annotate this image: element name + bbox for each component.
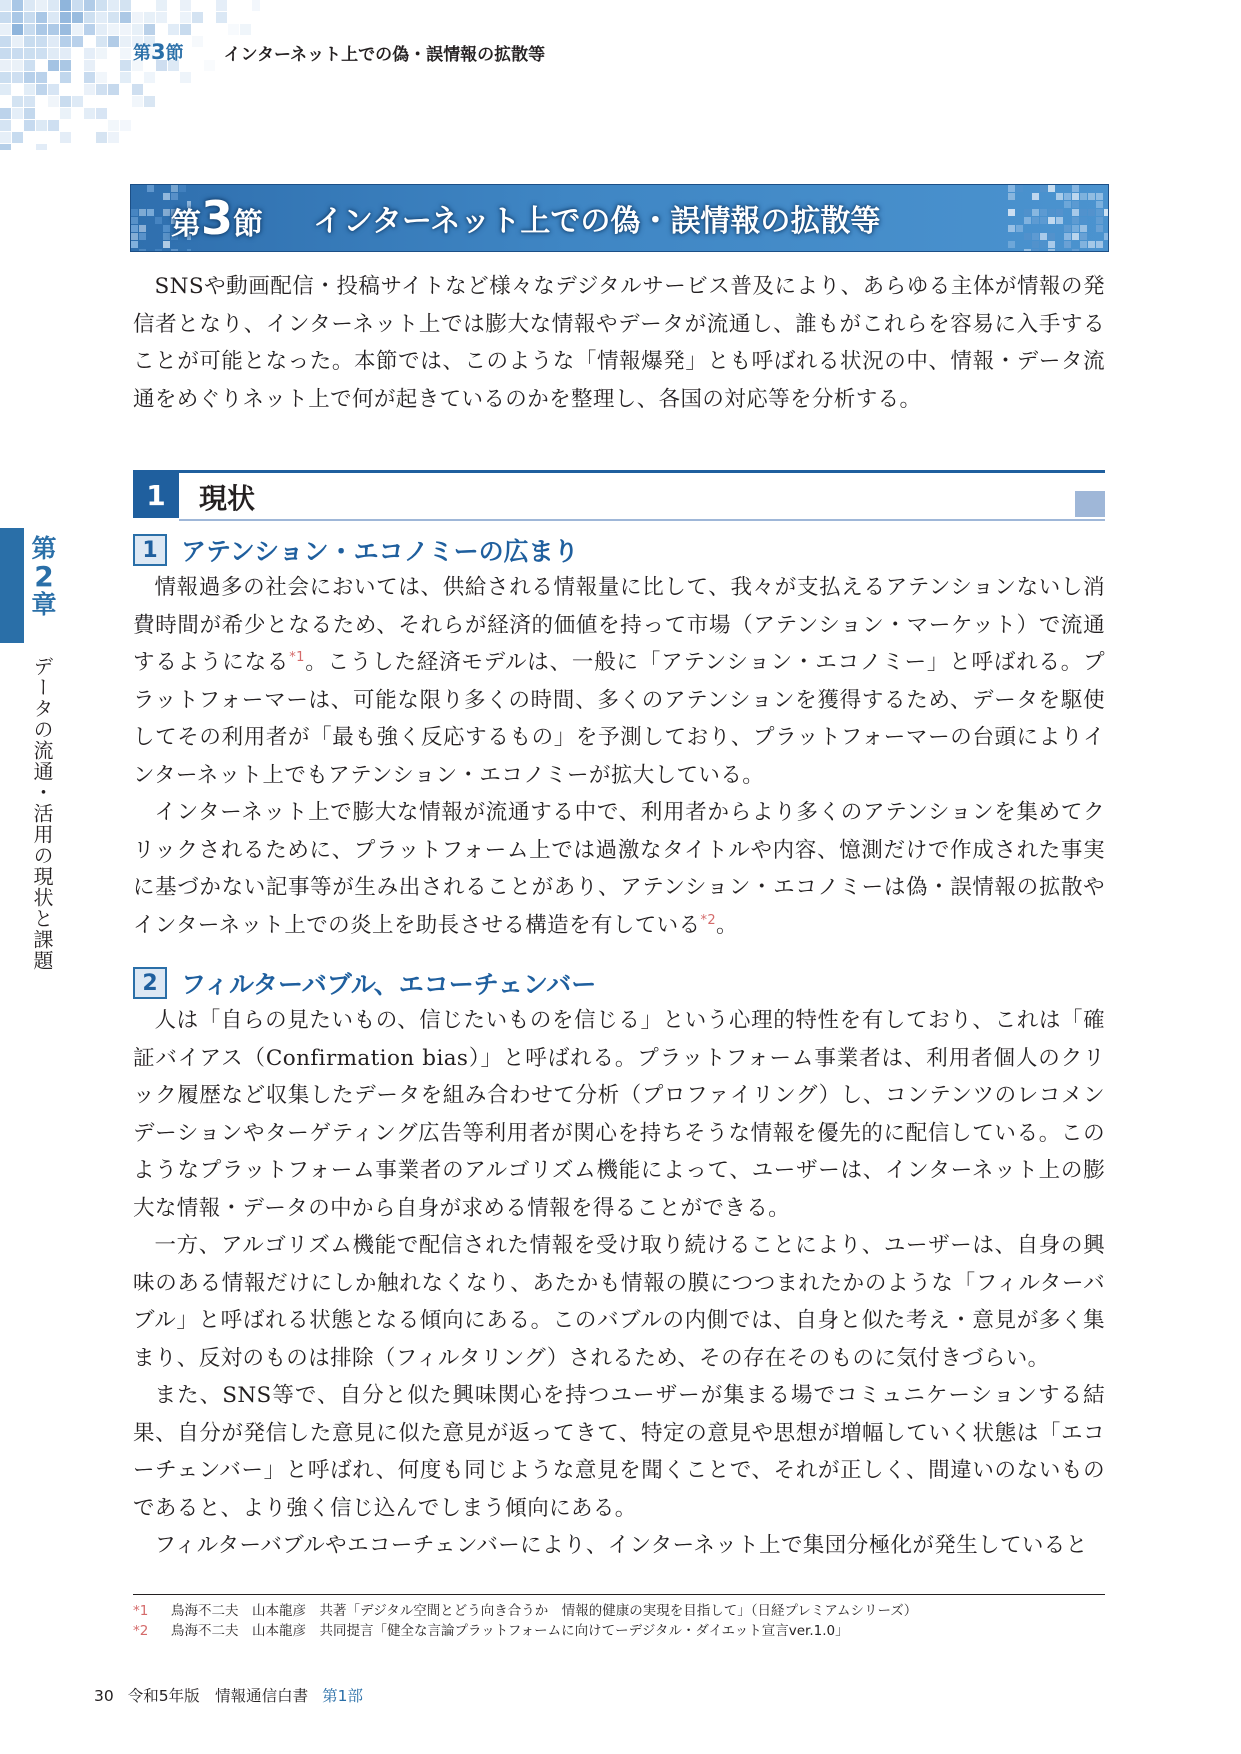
mosaic-tile bbox=[72, 12, 83, 23]
mosaic-tile bbox=[139, 233, 146, 240]
subsection-1-paragraph-1 bbox=[133, 569, 1105, 794]
mosaic-tile bbox=[36, 72, 47, 83]
mosaic-tile bbox=[132, 24, 143, 35]
mosaic-tile bbox=[48, 36, 59, 47]
mosaic-tile bbox=[1096, 225, 1103, 232]
mosaic-tile bbox=[132, 96, 143, 107]
mosaic-tile bbox=[0, 132, 11, 143]
mosaic-tile bbox=[48, 24, 59, 35]
footnote-mark: *1 bbox=[133, 1603, 149, 1619]
mosaic-tile bbox=[60, 0, 71, 11]
mosaic-tile bbox=[1056, 193, 1063, 200]
mosaic-tile bbox=[60, 36, 71, 47]
mosaic-tile bbox=[36, 12, 47, 23]
mosaic-tile bbox=[48, 0, 59, 11]
mosaic-tile bbox=[84, 48, 95, 59]
subsection-2-paragraph-4: フィルターバブルやエコーチェンバーにより、インターネット上で集団分極化が発生していると bbox=[154, 1533, 1088, 1558]
footnote-divider bbox=[133, 1594, 1105, 1595]
heading-genjo bbox=[133, 470, 1105, 521]
mosaic-tile bbox=[1072, 209, 1079, 216]
mosaic-tile bbox=[0, 108, 11, 119]
footnote-text: 鳥海不二夫 山本龍彦 共著「デジタル空間とどう向き合うか 情報的健康の実現を目指して」（日経プレミアムシリーズ） bbox=[171, 1603, 918, 1619]
mosaic-tile bbox=[120, 48, 131, 59]
mosaic-tile bbox=[1032, 217, 1039, 224]
mosaic-tile bbox=[84, 12, 95, 23]
mosaic-tile bbox=[0, 0, 11, 11]
mosaic-tile bbox=[1064, 193, 1071, 200]
mosaic-tile bbox=[24, 120, 35, 131]
mosaic-tile bbox=[144, 12, 155, 23]
footnotes bbox=[133, 1601, 1105, 1641]
banner-title: インターネット上での偽・誤情報の拡散等 bbox=[313, 204, 881, 239]
mosaic-tile bbox=[155, 249, 162, 251]
mosaic-tile bbox=[84, 60, 95, 71]
paragraph-text: インターネット上で膨大な情報が流通する中で、利用者からより多くのアテンションを集めてクリックされるために、プラットフォーム上では過激なタイトルや内容、憶測だけで作成された事実に基づかない記事等が生み出されることがあり、アテンション・エコノミーは偽・誤情報の拡散やインターネット上での炎上を助長させる構造を有している bbox=[133, 800, 1105, 938]
mosaic-tile bbox=[1064, 233, 1071, 240]
subsection-2-paragraph-1: 人は「自らの見たいもの、信じたいものを信じる」という心理的特性を有しており、これは「確証バイアス（Confirmation bias）」と呼ばれる。プラットフォーム事業者は、利用者個人のクリック履歴など収集したデータを組み合わせて分析（プロファイリング）し、コンテンツのレコメンデーションやターゲティング広告等利用者が関心を持ちそうな情報を優先的に配信している。このようなプラットフォーム事業者のアルゴリズム機能によって、ユーザーは、インターネット上の膨大な情報・データの中から自身が求める情報を得ることができる。 bbox=[133, 1008, 1105, 1221]
mosaic-tile bbox=[0, 72, 11, 83]
mosaic-tile bbox=[1056, 217, 1063, 224]
mosaic-tile bbox=[1032, 249, 1039, 251]
mosaic-tile bbox=[120, 60, 131, 71]
mosaic-tile bbox=[144, 96, 155, 107]
mosaic-tile bbox=[72, 0, 83, 11]
mosaic-tile bbox=[24, 24, 35, 35]
mosaic-tile bbox=[1096, 241, 1103, 248]
mosaic-tile bbox=[12, 12, 23, 23]
mosaic-tile bbox=[36, 36, 47, 47]
mosaic-tile bbox=[48, 84, 59, 95]
mosaic-tile bbox=[12, 96, 23, 107]
mosaic-tile bbox=[1008, 241, 1015, 248]
mosaic-tile bbox=[252, 0, 260, 11]
mosaic-tile bbox=[1080, 233, 1087, 240]
mosaic-tile bbox=[1040, 217, 1047, 224]
mosaic-tile bbox=[1096, 193, 1103, 200]
mosaic-tile bbox=[96, 36, 107, 47]
mosaic-tile bbox=[12, 108, 23, 119]
heading-title: 現状 bbox=[199, 482, 256, 515]
subheading-title: フィルターバブル、エコーチェンバー bbox=[181, 970, 597, 999]
mosaic-tile bbox=[180, 72, 191, 83]
mosaic-tile bbox=[1032, 209, 1039, 216]
running-header-section bbox=[133, 39, 184, 65]
mosaic-tile bbox=[228, 24, 239, 35]
mosaic-tile bbox=[0, 24, 11, 35]
mosaic-tile bbox=[216, 0, 227, 11]
mosaic-tile bbox=[12, 0, 23, 11]
mosaic-tile bbox=[0, 84, 11, 95]
page-number: 30 bbox=[94, 1687, 114, 1705]
subsection-2-text bbox=[133, 1002, 1105, 1565]
intro-paragraph: SNSや動画配信・投稿サイトなど様々なデジタルサービス普及により、あらゆる主体が情報の発信者となり、インターネット上では膨大な情報やデータが流通し、誰もがこれらを容易に入手することが可能となった。本節では、このような「情報爆発」とも呼ばれる状況の中、情報・データ流通をめぐりネット上で何が起きているのかを整理し、各国の対応等を分析する。 bbox=[133, 274, 1105, 412]
mosaic-tile bbox=[60, 72, 71, 83]
subheading-number: 1 bbox=[133, 534, 167, 566]
heading-number: 1 bbox=[133, 473, 179, 518]
subsection-1-text bbox=[133, 569, 1105, 944]
mosaic-tile bbox=[84, 24, 95, 35]
mosaic-tile bbox=[0, 60, 11, 71]
mosaic-tile bbox=[120, 0, 131, 11]
mosaic-tile bbox=[1040, 233, 1047, 240]
mosaic-tile bbox=[1016, 185, 1023, 192]
mosaic-tile bbox=[24, 12, 35, 23]
chapter-number: 2 bbox=[34, 560, 54, 593]
corner-mosaic-decoration bbox=[0, 0, 260, 150]
footnote-text: 鳥海不二夫 山本龍彦 共同提言「健全な言論プラットフォームに向けてーデジタル・ダイエット宣言ver.1.0」 bbox=[171, 1623, 849, 1639]
footnote-1 bbox=[133, 1601, 1105, 1621]
mosaic-tile bbox=[1072, 225, 1079, 232]
mosaic-tile bbox=[24, 0, 35, 11]
mosaic-tile bbox=[120, 72, 131, 83]
mosaic-tile bbox=[48, 12, 59, 23]
mosaic-tile bbox=[1032, 241, 1039, 248]
mosaic-tile bbox=[1008, 225, 1015, 232]
mosaic-tile bbox=[24, 36, 35, 47]
mosaic-tile bbox=[84, 0, 95, 11]
mosaic-tile bbox=[24, 84, 35, 95]
mosaic-tile bbox=[120, 36, 131, 47]
mosaic-tile bbox=[36, 0, 47, 11]
mosaic-tile bbox=[48, 120, 59, 131]
mosaic-tile bbox=[1104, 209, 1108, 216]
mosaic-tile bbox=[0, 144, 11, 150]
paragraph-text: 情報過多の社会においては、供給される情報量に比して、我々が支払えるアテンションないし消費時間が希少となるため、それらが経済的価値を持って市場（アテンション・マーケット）で流通するようになる bbox=[133, 575, 1105, 675]
page-footer bbox=[94, 1684, 363, 1706]
mosaic-tile bbox=[216, 12, 227, 23]
chapter-prefix: 第 bbox=[31, 534, 57, 563]
banner-text bbox=[171, 185, 880, 251]
publication-title: 令和5年版 情報通信白書 bbox=[127, 1687, 309, 1705]
heading-accent-block bbox=[1075, 491, 1105, 517]
mosaic-tile bbox=[180, 12, 191, 23]
mosaic-tile bbox=[131, 209, 138, 216]
mosaic-tile bbox=[1008, 209, 1015, 216]
running-section-number: 3 bbox=[151, 40, 166, 64]
mosaic-tile bbox=[1048, 217, 1055, 224]
mosaic-tile bbox=[132, 84, 143, 95]
mosaic-tile bbox=[108, 120, 119, 131]
mosaic-tile bbox=[139, 209, 146, 216]
mosaic-tile bbox=[1072, 217, 1079, 224]
mosaic-tile bbox=[1048, 241, 1055, 248]
subheading-attention-economy bbox=[133, 531, 579, 569]
mosaic-tile bbox=[1048, 233, 1055, 240]
subsection-1-paragraph-2 bbox=[133, 794, 1105, 944]
mosaic-tile bbox=[0, 120, 11, 131]
mosaic-tile bbox=[120, 24, 131, 35]
mosaic-tile bbox=[12, 48, 23, 59]
mosaic-tile bbox=[48, 48, 59, 59]
mosaic-tile bbox=[24, 72, 35, 83]
mosaic-tile bbox=[1072, 201, 1079, 208]
running-section-prefix: 第 bbox=[133, 43, 151, 64]
part-label: 第1部 bbox=[322, 1687, 363, 1705]
mosaic-tile bbox=[1040, 241, 1047, 248]
intro-text bbox=[133, 268, 1105, 418]
banner-section-suffix: 節 bbox=[233, 207, 264, 242]
mosaic-tile bbox=[144, 24, 155, 35]
mosaic-tile bbox=[36, 48, 47, 59]
running-header-title: インターネット上での偽・誤情報の拡散等 bbox=[223, 44, 546, 65]
mosaic-tile bbox=[163, 209, 170, 216]
mosaic-tile bbox=[1096, 217, 1103, 224]
mosaic-tile bbox=[139, 225, 146, 232]
mosaic-tile bbox=[192, 12, 203, 23]
mosaic-tile bbox=[0, 48, 11, 59]
subheading-number: 2 bbox=[133, 967, 167, 999]
mosaic-tile bbox=[1080, 217, 1087, 224]
mosaic-tile bbox=[1008, 185, 1015, 192]
mosaic-tile bbox=[36, 84, 47, 95]
mosaic-tile bbox=[131, 241, 138, 248]
mosaic-tile bbox=[132, 12, 143, 23]
side-chapter-title: データの流通・活用の現状と課題 bbox=[30, 656, 54, 971]
mosaic-tile bbox=[36, 24, 47, 35]
mosaic-tile bbox=[1040, 209, 1047, 216]
mosaic-tile bbox=[12, 72, 23, 83]
mosaic-tile bbox=[108, 84, 119, 95]
mosaic-tile bbox=[60, 132, 71, 143]
mosaic-tile bbox=[96, 24, 107, 35]
mosaic-tile bbox=[0, 36, 11, 47]
mosaic-tile bbox=[180, 24, 191, 35]
mosaic-tile bbox=[96, 72, 107, 83]
mosaic-tile bbox=[60, 12, 71, 23]
heading-underline bbox=[179, 519, 1105, 521]
running-header bbox=[133, 38, 545, 66]
mosaic-tile bbox=[155, 217, 162, 224]
mosaic-tile bbox=[24, 60, 35, 71]
mosaic-tile bbox=[131, 233, 138, 240]
mosaic-tile bbox=[84, 72, 95, 83]
subsection-2-paragraph-3: また、SNS等で、自分と似た興味関心を持つユーザーが集まる場でコミュニケーションする結果、自分が発信した意見に似た意見が返ってきて、特定の意見や思想が増幅していく状態は「エコーチェンバー」と呼ばれ、何度も同じような意見を聞くことで、それが正しく、間違いのないものであると、より強く信じ込んでしまう傾向にある。 bbox=[133, 1383, 1105, 1521]
footnote-2 bbox=[133, 1621, 1105, 1641]
banner-section-number: 3 bbox=[201, 191, 234, 245]
mosaic-tile bbox=[1080, 225, 1087, 232]
subheading-filter-bubble bbox=[133, 964, 596, 1002]
mosaic-tile bbox=[96, 0, 107, 11]
mosaic-tile bbox=[1032, 193, 1039, 200]
mosaic-tile bbox=[12, 60, 23, 71]
mosaic-tile bbox=[1048, 249, 1055, 251]
mosaic-tile bbox=[1096, 209, 1103, 216]
mosaic-tile bbox=[96, 84, 107, 95]
banner-mosaic-right bbox=[1008, 185, 1108, 251]
mosaic-tile bbox=[156, 0, 167, 11]
mosaic-tile bbox=[108, 132, 119, 143]
mosaic-tile bbox=[96, 12, 107, 23]
mosaic-tile bbox=[60, 24, 71, 35]
footnote-reference[interactable]: *1 bbox=[289, 649, 305, 665]
mosaic-tile bbox=[1008, 193, 1015, 200]
section-title-banner bbox=[130, 184, 1109, 252]
mosaic-tile bbox=[147, 185, 154, 192]
mosaic-tile bbox=[1072, 249, 1079, 251]
mosaic-tile bbox=[1072, 185, 1079, 192]
mosaic-tile bbox=[1048, 209, 1055, 216]
mosaic-tile bbox=[96, 108, 107, 119]
mosaic-tile bbox=[1024, 217, 1031, 224]
mosaic-tile bbox=[108, 24, 119, 35]
mosaic-tile bbox=[48, 60, 59, 71]
mosaic-tile bbox=[1088, 249, 1095, 251]
mosaic-tile bbox=[36, 120, 47, 131]
paragraph-text: 。 bbox=[716, 912, 738, 938]
mosaic-tile bbox=[1080, 241, 1087, 248]
mosaic-tile bbox=[108, 0, 119, 11]
mosaic-tile bbox=[60, 60, 71, 71]
mosaic-tile bbox=[1072, 233, 1079, 240]
mosaic-tile bbox=[72, 96, 83, 107]
footnote-mark: *2 bbox=[133, 1623, 149, 1639]
mosaic-tile bbox=[12, 24, 23, 35]
mosaic-tile bbox=[108, 36, 119, 47]
mosaic-tile bbox=[84, 84, 95, 95]
mosaic-tile bbox=[96, 132, 107, 143]
mosaic-tile bbox=[163, 193, 170, 200]
mosaic-tile bbox=[1088, 193, 1095, 200]
mosaic-tile bbox=[60, 96, 71, 107]
mosaic-tile bbox=[1032, 233, 1039, 240]
mosaic-tile bbox=[24, 48, 35, 59]
banner-section-prefix: 第 bbox=[171, 207, 201, 242]
banner-section-label bbox=[171, 191, 263, 245]
subheading-title: アテンション・エコノミーの広まり bbox=[181, 537, 579, 566]
mosaic-tile bbox=[1064, 241, 1071, 248]
mosaic-tile bbox=[1088, 209, 1095, 216]
mosaic-tile bbox=[240, 24, 251, 35]
mosaic-tile bbox=[24, 108, 35, 119]
mosaic-tile bbox=[163, 233, 170, 240]
mosaic-tile bbox=[144, 72, 155, 83]
mosaic-tile bbox=[72, 24, 83, 35]
mosaic-tile bbox=[1064, 225, 1071, 232]
mosaic-tile bbox=[1104, 233, 1108, 240]
mosaic-tile bbox=[156, 12, 167, 23]
running-section-suffix: 節 bbox=[165, 43, 184, 64]
mosaic-tile bbox=[139, 249, 146, 251]
mosaic-tile bbox=[1080, 193, 1087, 200]
mosaic-tile bbox=[48, 96, 59, 107]
mosaic-tile bbox=[1056, 209, 1063, 216]
mosaic-tile bbox=[12, 132, 23, 143]
mosaic-tile bbox=[147, 209, 154, 216]
mosaic-tile bbox=[131, 225, 138, 232]
mosaic-tile bbox=[1096, 201, 1103, 208]
mosaic-tile bbox=[120, 12, 131, 23]
mosaic-tile bbox=[60, 48, 71, 59]
mosaic-tile bbox=[1016, 225, 1023, 232]
footnote-reference[interactable]: *2 bbox=[700, 912, 717, 928]
mosaic-tile bbox=[108, 12, 119, 23]
mosaic-tile bbox=[96, 48, 107, 59]
mosaic-tile bbox=[1080, 209, 1087, 216]
mosaic-tile bbox=[84, 108, 95, 119]
mosaic-tile bbox=[72, 36, 83, 47]
mosaic-tile bbox=[120, 120, 131, 131]
mosaic-tile bbox=[1048, 185, 1055, 192]
mosaic-tile bbox=[36, 144, 47, 150]
mosaic-tile bbox=[24, 96, 35, 107]
mosaic-tile bbox=[1064, 201, 1071, 208]
mosaic-tile bbox=[1088, 241, 1095, 248]
mosaic-tile bbox=[1040, 185, 1047, 192]
mosaic-tile bbox=[60, 108, 71, 119]
mosaic-tile bbox=[1024, 249, 1031, 251]
mosaic-tile bbox=[1072, 193, 1079, 200]
chapter-suffix: 章 bbox=[31, 590, 57, 619]
mosaic-tile bbox=[180, 0, 191, 11]
paragraph-text: 。こうした経済モデルは、一般に「アテンション・エコノミー」と呼ばれる。プラットフォーマーは、可能な限り多くの時間、多くのアテンションを獲得するため、データを駆使してその利用者が「最も強く反応するもの」を予測しており、プラットフォーマーの台頭によりインターネット上でもアテンション・エコノミーが拡大している。 bbox=[133, 650, 1105, 788]
mosaic-tile bbox=[131, 217, 138, 224]
mosaic-tile bbox=[1024, 233, 1031, 240]
mosaic-tile bbox=[1024, 209, 1031, 216]
mosaic-tile bbox=[163, 225, 170, 232]
mosaic-tile bbox=[168, 24, 179, 35]
mosaic-tile bbox=[163, 241, 170, 248]
side-chapter-label bbox=[24, 535, 64, 619]
mosaic-tile bbox=[0, 12, 11, 23]
mosaic-tile bbox=[12, 36, 23, 47]
subsection-2-paragraph-2: 一方、アルゴリズム機能で配信された情報を受け取り続けることにより、ユーザーは、自身の興味のある情報だけにしか触れなくなり、あたかも情報の膜につつまれたかのような「フィルターバブル」と呼ばれる状態となる傾向にある。このバブルの内側では、自身と似た考え・意見が多く集まり、反対のものは排除（フィルタリング）されるため、その存在そのものに気付きづらい。 bbox=[133, 1233, 1105, 1371]
